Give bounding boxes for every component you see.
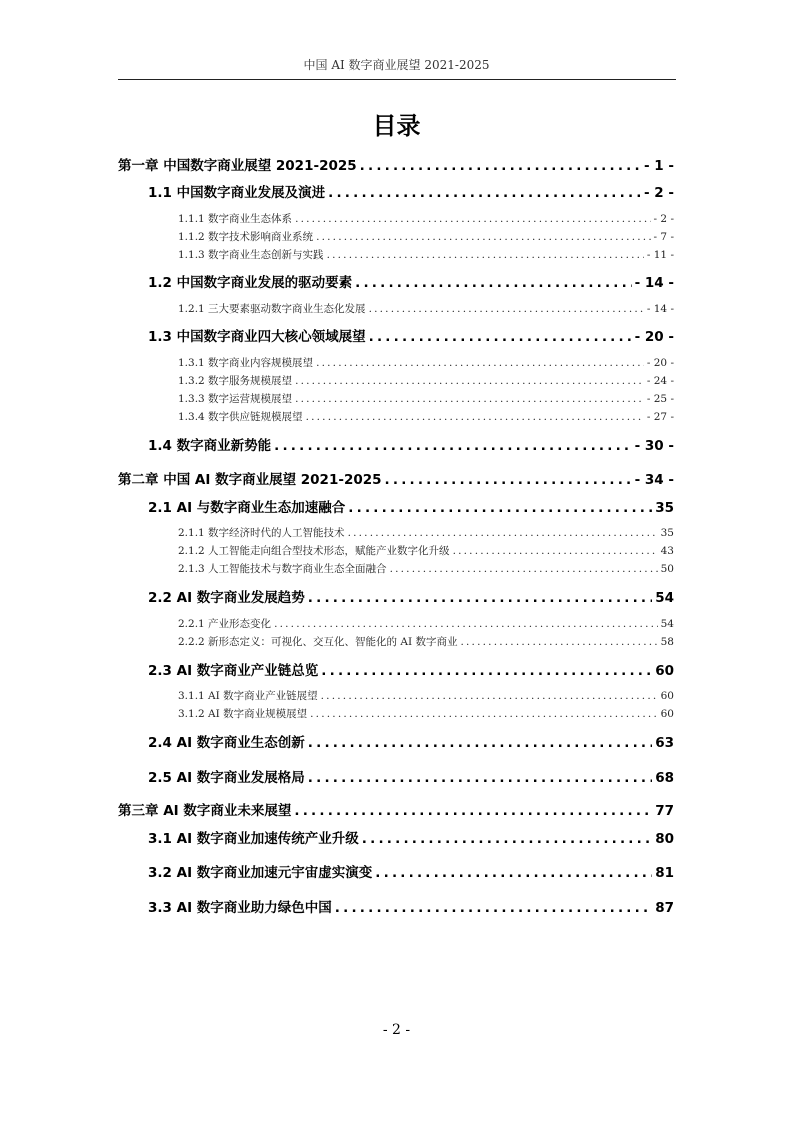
toc-entry-1-1[interactable]: 1.1 中国数字商业发展及演进 ..... - 2 - [148,181,674,201]
toc-entry-1-3[interactable]: 1.3 中国数字商业四大核心领域展望 ..... - 20 - [148,325,674,345]
header-rule [118,79,676,80]
toc-entry-2-1-2[interactable]: 2.1.2 人工智能走向组合型技术形态，赋能产业数字化升级 ..... 43 [178,543,674,558]
toc-entry-2-1[interactable]: 2.1 AI 与数字商业生态加速融合 ..... 35 [148,496,674,516]
toc-entry-3-1-2[interactable]: 3.1.2 AI 数字商业规模展望 ..... 60 [178,706,674,721]
toc-entry-2-2[interactable]: 2.2 AI 数字商业发展趋势 ..... 54 [148,586,674,606]
toc-entry-2-4[interactable]: 2.4 AI 数字商业生态创新 ..... 63 [148,731,674,751]
toc-entry-2-1-1[interactable]: 2.1.1 数字经济时代的人工智能技术 ..... 35 [178,525,674,540]
toc-entry-3-3[interactable]: 3.3 AI 数字商业助力绿色中国 ..... 87 [148,896,674,916]
toc-entry-1-1-2[interactable]: 1.1.2 数字技术影响商业系统 ..... - 7 - [178,229,674,244]
toc-entry-1-2[interactable]: 1.2 中国数字商业发展的驱动要素 ..... - 14 - [148,271,674,291]
toc-entry-1-1-3[interactable]: 1.1.3 数字商业生态创新与实践 ..... - 11 - [178,247,674,262]
toc-entry-1-3-3[interactable]: 1.3.3 数字运营规模展望 ..... - 25 - [178,391,674,406]
toc-entry-1-3-1[interactable]: 1.3.1 数字商业内容规模展望 ..... - 20 - [178,355,674,370]
running-header-title: 中国 AI 数字商业展望 2021-2025 [303,58,490,72]
toc-entry-3-2[interactable]: 3.2 AI 数字商业加速元宇宙虚实演变 ..... 81 [148,861,674,881]
toc-entry-3-1-1[interactable]: 3.1.1 AI 数字商业产业链展望 ..... 60 [178,688,674,703]
toc-entry-1-3-4[interactable]: 1.3.4 数字供应链规模展望 ..... - 27 - [178,409,674,424]
toc-entry-chapter-3[interactable]: 第三章 AI 数字商业未来展望 ..... 77 [118,799,674,819]
toc-entry-1-4[interactable]: 1.4 数字商业新势能 ..... - 30 - [148,434,674,454]
toc-entry-2-1-3[interactable]: 2.1.3 人工智能技术与数字商业生态全面融合 ..... 50 [178,561,674,576]
toc-entry-2-2-2[interactable]: 2.2.2 新形态定义：可视化、交互化、智能化的 AI 数字商业 ..... 58 [178,634,674,649]
toc-entry-1-2-1[interactable]: 1.2.1 三大要素驱动数字商业生态化发展 ..... - 14 - [178,301,674,316]
toc-entry-3-1[interactable]: 3.1 AI 数字商业加速传统产业升级 ..... 80 [148,827,674,847]
toc-entry-1-3-2[interactable]: 1.3.2 数字服务规模展望 ..... - 24 - [178,373,674,388]
toc-entry-2-3[interactable]: 2.3 AI 数字商业产业链总览 ..... 60 [148,659,674,679]
toc-entry-chapter-1[interactable]: 第一章 中国数字商业展望 2021-2025 ..... - 1 - [118,154,674,174]
toc-title: 目录 [372,112,421,140]
toc-entry-2-5[interactable]: 2.5 AI 数字商业发展格局 ..... 68 [148,766,674,786]
toc-entry-2-2-1[interactable]: 2.2.1 产业形态变化 ..... 54 [178,616,674,631]
page-number: - 2 - [382,1022,411,1038]
toc-entry-chapter-2[interactable]: 第二章 中国 AI 数字商业展望 2021-2025 ..... - 34 - [118,468,674,488]
toc-entry-1-1-1[interactable]: 1.1.1 数字商业生态体系 ..... - 2 - [178,211,674,226]
